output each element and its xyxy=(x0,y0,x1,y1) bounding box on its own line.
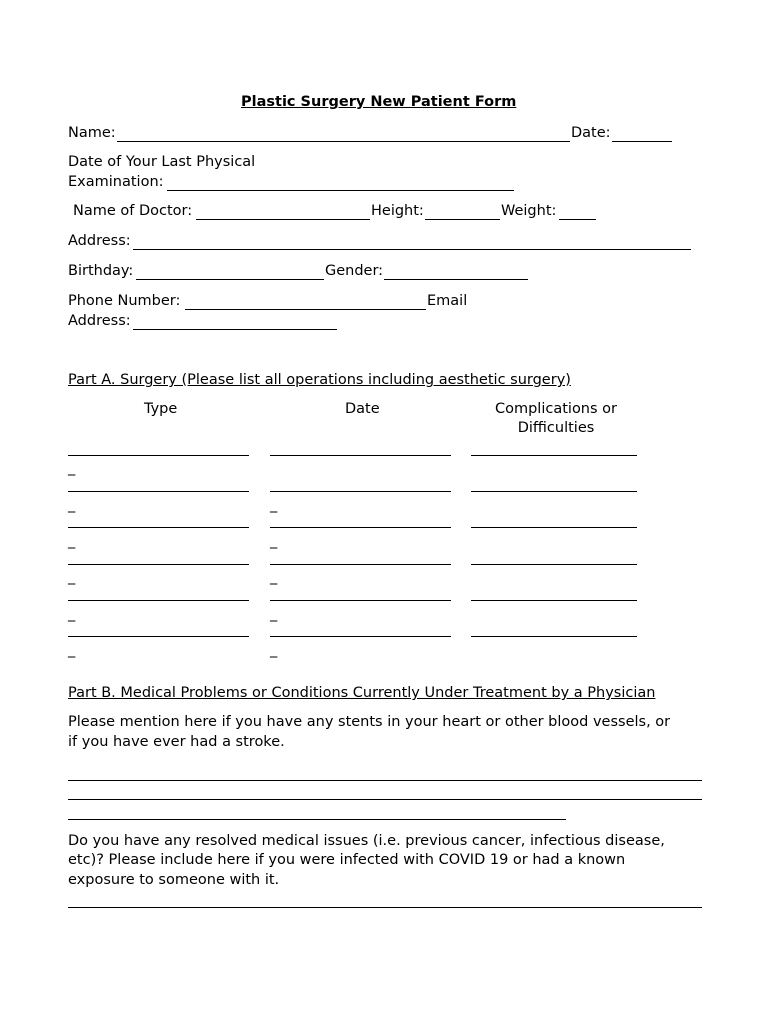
last-physical-field[interactable] xyxy=(167,190,514,191)
wrap-dash: _ xyxy=(270,497,278,513)
stents-answer-field[interactable] xyxy=(68,780,702,781)
weight-label: Weight: xyxy=(501,203,557,219)
surgery-complications-field[interactable] xyxy=(471,564,637,565)
address-field[interactable] xyxy=(133,249,691,250)
email-field[interactable] xyxy=(133,329,337,330)
part-a-heading: Part A. Surgery (Please list all operations including aesthetic surgery) xyxy=(68,372,571,388)
surgery-type-field[interactable] xyxy=(68,636,249,637)
col-difficulties-header-text: Difficulties xyxy=(517,420,595,436)
phone-field[interactable] xyxy=(185,309,426,310)
surgery-complications-field[interactable] xyxy=(471,600,637,601)
surgery-type-field[interactable] xyxy=(68,564,249,565)
surgery-date-field[interactable] xyxy=(270,564,451,565)
col-type-header: Type xyxy=(144,401,178,417)
surgery-complications-field[interactable] xyxy=(471,636,637,637)
gender-label: Gender: xyxy=(325,263,384,279)
col-date-header: Date xyxy=(345,401,380,417)
surgery-type-field[interactable] xyxy=(68,600,249,601)
col-complications-header: Complications or xyxy=(494,401,617,417)
wrap-dash: _ xyxy=(270,606,278,622)
phone-label: Phone Number: xyxy=(68,293,181,309)
last-physical-label: Date of Your Last Physical xyxy=(68,154,256,170)
examination-label: Examination: xyxy=(68,174,164,190)
resolved-issues-question-line3: exposure to someone with it. xyxy=(68,872,280,888)
surgery-complications-field[interactable] xyxy=(471,455,637,456)
page-title: Plastic Surgery New Patient Form xyxy=(241,94,517,110)
doctor-label: Name of Doctor: xyxy=(73,203,193,219)
wrap-dash: _ xyxy=(68,533,76,549)
stents-question-line2: if you have ever had a stroke. xyxy=(68,734,285,750)
wrap-dash: _ xyxy=(270,533,278,549)
stents-answer-field[interactable] xyxy=(68,799,702,800)
surgery-date-field[interactable] xyxy=(270,527,451,528)
doctor-field[interactable] xyxy=(196,219,370,220)
wrap-dash: _ xyxy=(270,642,278,658)
wrap-dash: _ xyxy=(270,569,278,585)
wrap-dash: _ xyxy=(68,569,76,585)
surgery-complications-field[interactable] xyxy=(471,491,637,492)
stents-answer-field[interactable] xyxy=(68,819,566,820)
height-field[interactable] xyxy=(425,219,500,220)
weight-field[interactable] xyxy=(559,219,596,220)
surgery-type-field[interactable] xyxy=(68,527,249,528)
date-field[interactable] xyxy=(612,141,672,142)
part-b-heading: Part B. Medical Problems or Conditions Currently Under Treatment by a Physician xyxy=(68,685,656,701)
wrap-dash: _ xyxy=(68,460,76,476)
email-label: Email xyxy=(427,293,468,309)
birthday-field[interactable] xyxy=(136,279,324,280)
surgery-date-field[interactable] xyxy=(270,491,451,492)
surgery-complications-field[interactable] xyxy=(471,527,637,528)
resolved-issues-question-line2: etc)? Please include here if you were infected with COVID 19 or had a known xyxy=(68,852,626,868)
birthday-label: Birthday: xyxy=(68,263,134,279)
wrap-dash: _ xyxy=(68,606,76,622)
wrap-dash: _ xyxy=(68,497,76,513)
wrap-dash: _ xyxy=(68,642,76,658)
name-field[interactable] xyxy=(117,141,570,142)
resolved-issues-answer-field[interactable] xyxy=(68,907,702,908)
surgery-type-field[interactable] xyxy=(68,491,249,492)
surgery-date-field[interactable] xyxy=(270,600,451,601)
email-address-label: Address: xyxy=(68,313,131,329)
address-label: Address: xyxy=(68,233,131,249)
height-label: Height: xyxy=(371,203,424,219)
surgery-type-field[interactable] xyxy=(68,455,249,456)
surgery-date-field[interactable] xyxy=(270,455,451,456)
gender-field[interactable] xyxy=(384,279,528,280)
surgery-date-field[interactable] xyxy=(270,636,451,637)
resolved-issues-question: Do you have any resolved medical issues (i.e. previous cancer, infectious disease, xyxy=(68,833,665,849)
name-label: Name: xyxy=(68,125,116,141)
date-label: Date: xyxy=(571,125,611,141)
stents-question: Please mention here if you have any stents in your heart or other blood vessels, or xyxy=(68,714,671,730)
